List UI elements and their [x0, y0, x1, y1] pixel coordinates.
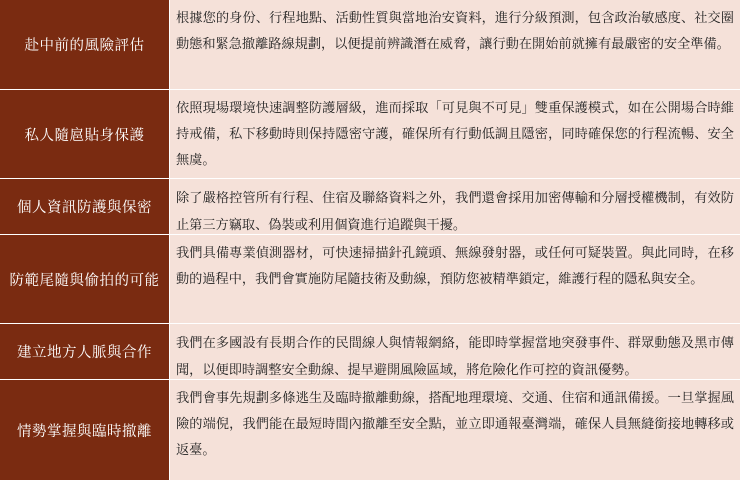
row-label-anti-tracking: 防範尾隨與偷拍的可能	[0, 235, 170, 324]
row-label-bodyguard: 私人隨扈貼身保護	[0, 90, 170, 179]
row-desc-anti-tracking: 我們具備專業偵測器材，可快速掃描針孔鏡頭、無線發射器，或任何可疑裝置。與此同時，在移動的過程中，我們會實施防尾隨技術及動線，預防您被精準鎖定，維護行程的隱私與安全。	[170, 235, 740, 324]
row-label-info-protection: 個人資訊防護與保密	[0, 179, 170, 235]
row-desc-risk-assessment: 根據您的身份、行程地點、活動性質與當地治安資料，進行分級預測，包含政治敏感度、社交圈動態和緊急撤離路線規劃，以便提前辨識潛在威脅，讓行動在開始前就擁有最嚴密的安全準備。	[170, 0, 740, 90]
row-desc-bodyguard: 依照現場環境快速調整防護層級，進而採取「可見與不可見」雙重保護模式，如在公開場合時維持戒備，私下移動時則保持隱密守護，確保所有行動低調且隱密，同時確保您的行程流暢、安全無虞。	[170, 90, 740, 179]
row-desc-info-protection: 除了嚴格控管所有行程、住宿及聯絡資料之外，我們還會採用加密傳輸和分層授權機制，有效防止第三方竊取、偽裝或利用個資進行追蹤與干擾。	[170, 179, 740, 235]
row-label-evacuation: 情勢掌握與臨時撤離	[0, 380, 170, 481]
row-label-local-network: 建立地方人脈與合作	[0, 324, 170, 380]
row-desc-evacuation: 我們會事先規劃多條逃生及臨時撤離動線，搭配地理環境、交通、住宿和通訊備援。一旦掌握風險的端倪，我們能在最短時間內撤離至安全點，並立即通報臺灣端，確保人員無縫銜接地轉移或返臺。	[170, 380, 740, 481]
row-desc-local-network: 我們在多國設有長期合作的民間線人與情報網絡，能即時掌握當地突發事件、群眾動態及黑市傳聞，以便即時調整安全動線、提早避開風險區域，將危險化作可控的資訊優勢。	[170, 324, 740, 380]
row-label-risk-assessment: 赴中前的風險評估	[0, 0, 170, 90]
